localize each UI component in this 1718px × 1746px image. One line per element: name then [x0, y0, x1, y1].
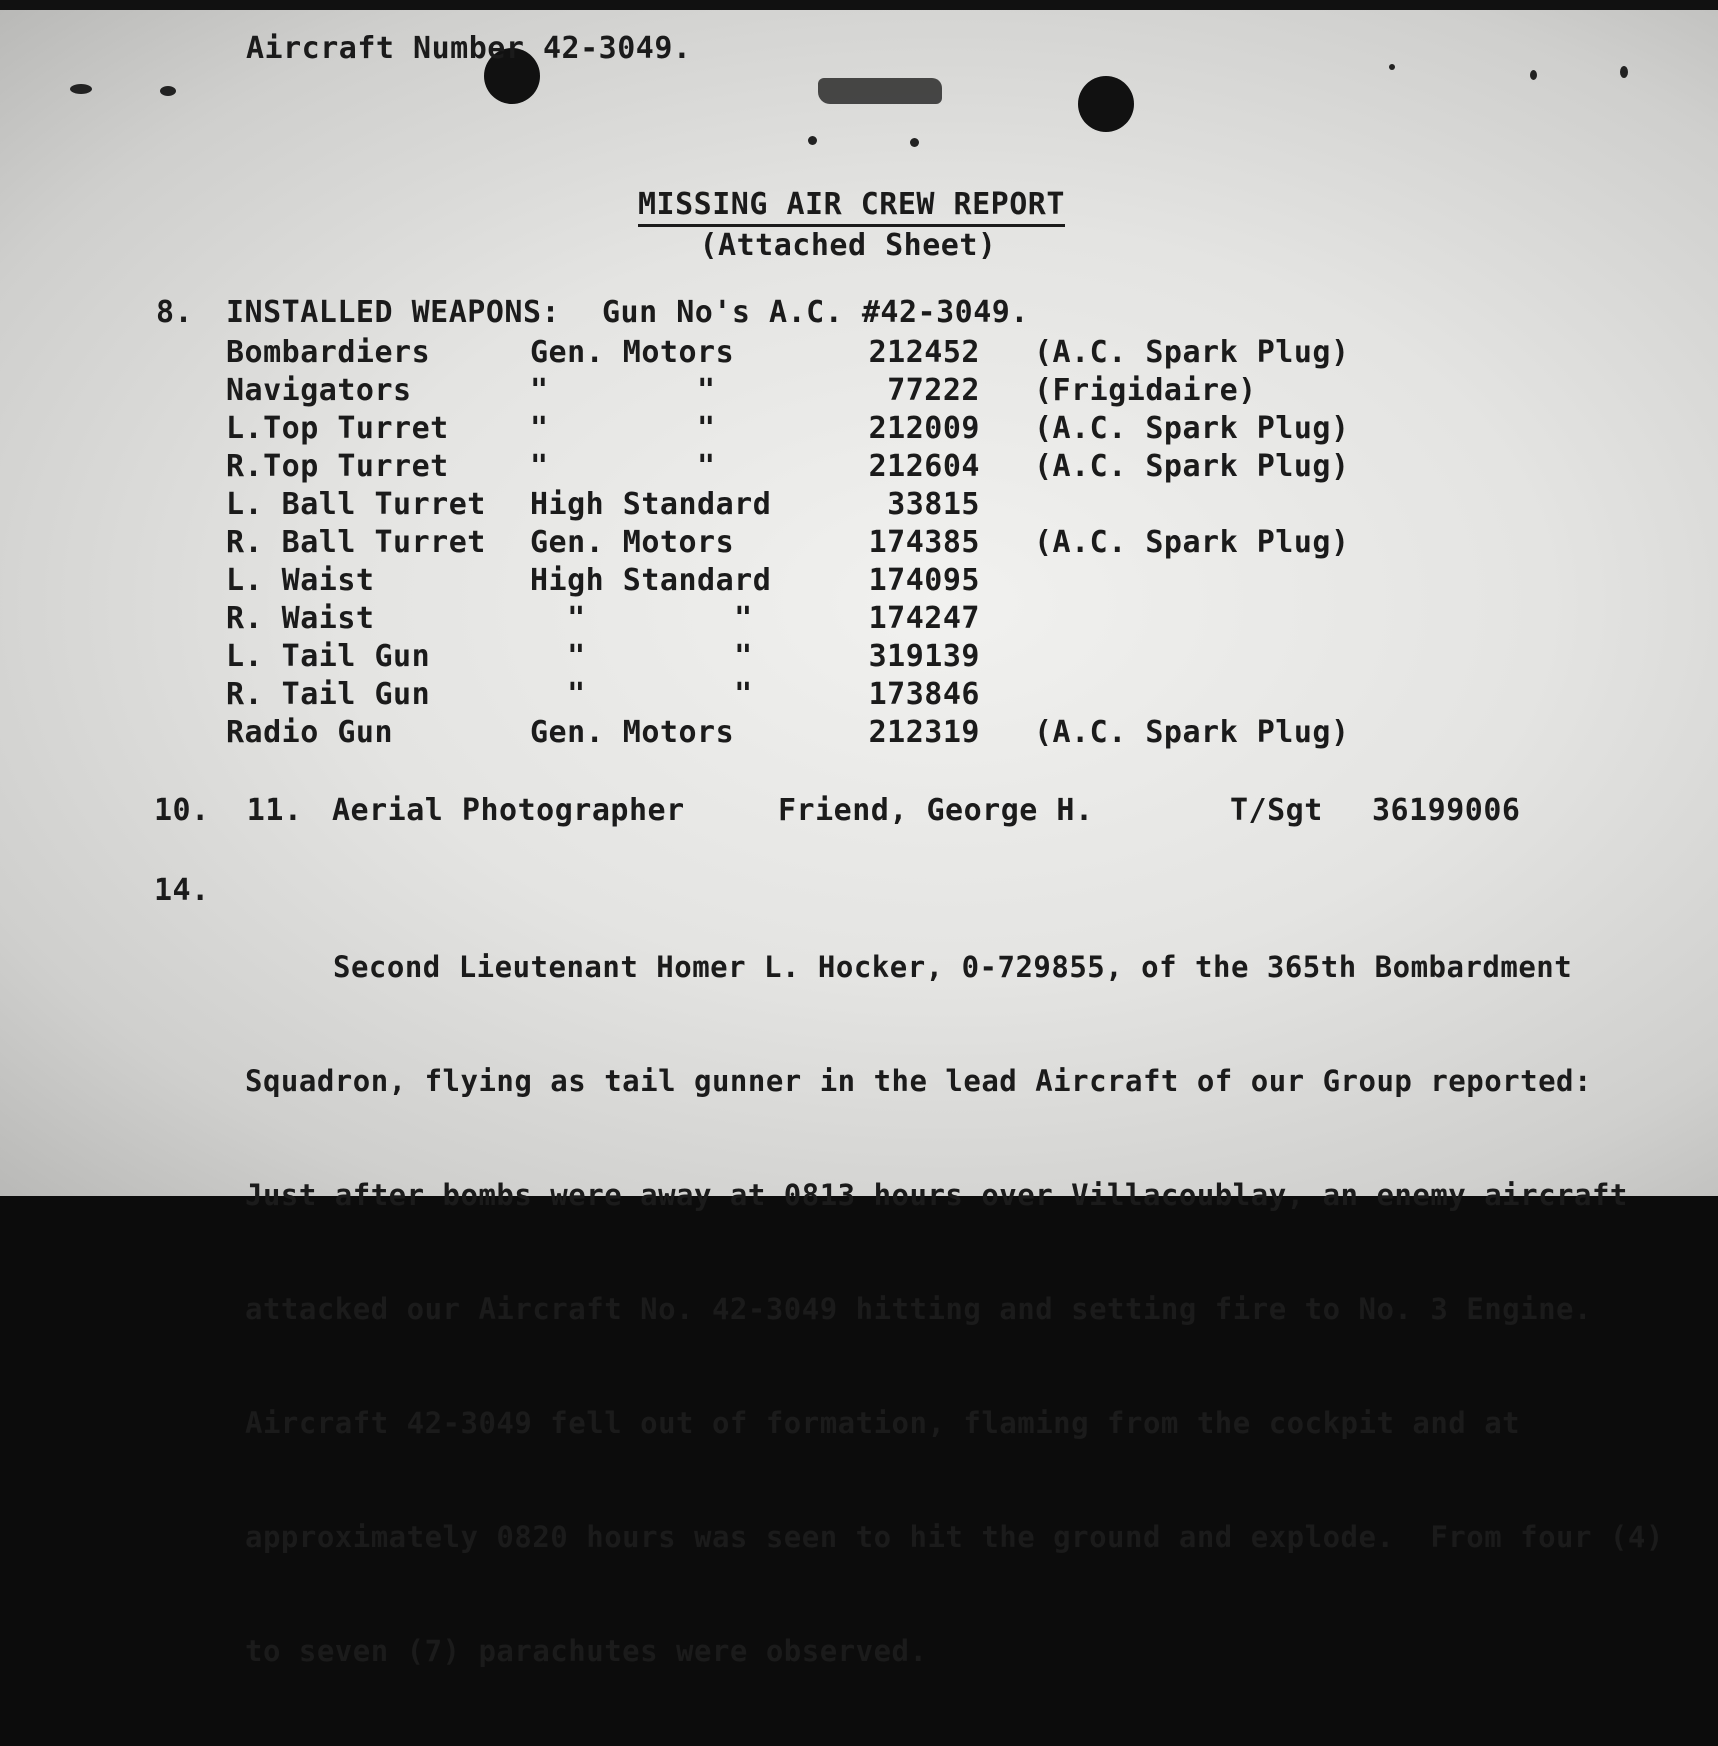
weapon-maker: Gen. Motors: [530, 335, 735, 370]
weapon-position: L. Waist: [226, 563, 375, 598]
weapon-serial: 174095: [868, 563, 980, 598]
weapon-maker: High Standard: [530, 563, 772, 598]
weapon-serial: 77222: [887, 373, 980, 408]
weapon-maker: Gen. Motors: [530, 715, 735, 750]
weapon-note: (A.C. Spark Plug): [1034, 335, 1350, 370]
item-number-14: 14.: [154, 873, 210, 908]
weapon-maker: " ": [530, 411, 716, 446]
scan-speck: [1620, 66, 1628, 78]
weapon-position: Navigators: [226, 373, 412, 408]
report-title-sub: (Attached Sheet): [699, 228, 997, 263]
weapon-position: Bombardiers: [226, 335, 431, 370]
gun-numbers-heading: Gun No's A.C. #42-3049.: [602, 295, 1029, 330]
aircraft-number: Aircraft Number 42-3049.: [246, 31, 692, 66]
statement-line: to seven (7) parachutes were observed.: [245, 1634, 928, 1668]
weapon-serial: 212604: [868, 449, 980, 484]
weapon-serial: 174385: [868, 525, 980, 560]
weapon-maker: Gen. Motors: [530, 525, 735, 560]
statement-line: attacked our Aircraft No. 42-3049 hitting and setting fire to No. 3 Engine.: [245, 1292, 1592, 1326]
crew-rank: T/Sgt: [1230, 793, 1323, 828]
weapon-serial: 319139: [868, 639, 980, 674]
weapon-maker: High Standard: [530, 487, 772, 522]
weapon-note: (A.C. Spark Plug): [1034, 449, 1350, 484]
weapon-position: Radio Gun: [226, 715, 394, 750]
report-title-main: MISSING AIR CREW REPORT: [638, 186, 1065, 227]
statement-line: approximately 0820 hours was seen to hit the ground and explode. From four (4): [245, 1520, 1664, 1554]
statement-paragraph: [245, 872, 1685, 1746]
statement-line: Second Lieutenant Homer L. Hocker, 0-729855, of the 365th Bombardment: [333, 950, 1573, 984]
weapon-serial: 174247: [868, 601, 980, 636]
crew-serial: 36199006: [1372, 793, 1521, 828]
weapon-serial: 173846: [868, 677, 980, 712]
weapon-maker: " ": [530, 677, 753, 712]
weapon-serial: 212009: [868, 411, 980, 446]
item-number-8: 8.: [156, 295, 194, 330]
weapon-maker: " ": [530, 601, 753, 636]
weapon-position: R.Top Turret: [226, 449, 449, 484]
scan-speck: [910, 138, 919, 147]
weapon-position: L. Ball Turret: [226, 487, 486, 522]
weapon-note: (A.C. Spark Plug): [1034, 525, 1350, 560]
weapon-serial: 212452: [868, 335, 980, 370]
item-numbers-10-11: 10. 11.: [154, 793, 303, 828]
crew-name: Friend, George H.: [778, 793, 1094, 828]
crew-role: Aerial Photographer: [332, 793, 685, 828]
weapon-maker: " ": [530, 373, 716, 408]
scan-speck: [160, 86, 176, 96]
weapon-note: (A.C. Spark Plug): [1034, 411, 1350, 446]
redacted-stamp: [818, 78, 942, 104]
statement-line: Aircraft 42-3049 fell out of formation, flaming from the cockpit and at: [245, 1406, 1521, 1440]
statement-line: Just after bombs were away at 0813 hours over Villacoublay, an enemy aircraft: [245, 1178, 1628, 1212]
weapon-maker: " ": [530, 449, 716, 484]
weapon-position: L. Tail Gun: [226, 639, 431, 674]
punch-hole-right: [1078, 76, 1134, 132]
weapon-position: R. Tail Gun: [226, 677, 431, 712]
scan-speck: [70, 84, 92, 94]
weapon-serial: 212319: [868, 715, 980, 750]
weapons-heading: INSTALLED WEAPONS:: [226, 295, 561, 330]
scan-speck: [1389, 64, 1395, 70]
weapon-position: R. Waist: [226, 601, 375, 636]
weapon-maker: " ": [530, 639, 753, 674]
report-title: [638, 186, 1065, 265]
weapon-serial: 33815: [887, 487, 980, 522]
statement-line: Squadron, flying as tail gunner in the lead Aircraft of our Group reported:: [245, 1064, 1592, 1098]
weapon-note: (A.C. Spark Plug): [1034, 715, 1350, 750]
weapon-position: R. Ball Turret: [226, 525, 486, 560]
weapon-note: (Frigidaire): [1034, 373, 1257, 408]
scan-speck: [1530, 70, 1537, 80]
weapon-position: L.Top Turret: [226, 411, 449, 446]
document-sheet: [0, 10, 1718, 1668]
scan-speck: [808, 136, 817, 145]
